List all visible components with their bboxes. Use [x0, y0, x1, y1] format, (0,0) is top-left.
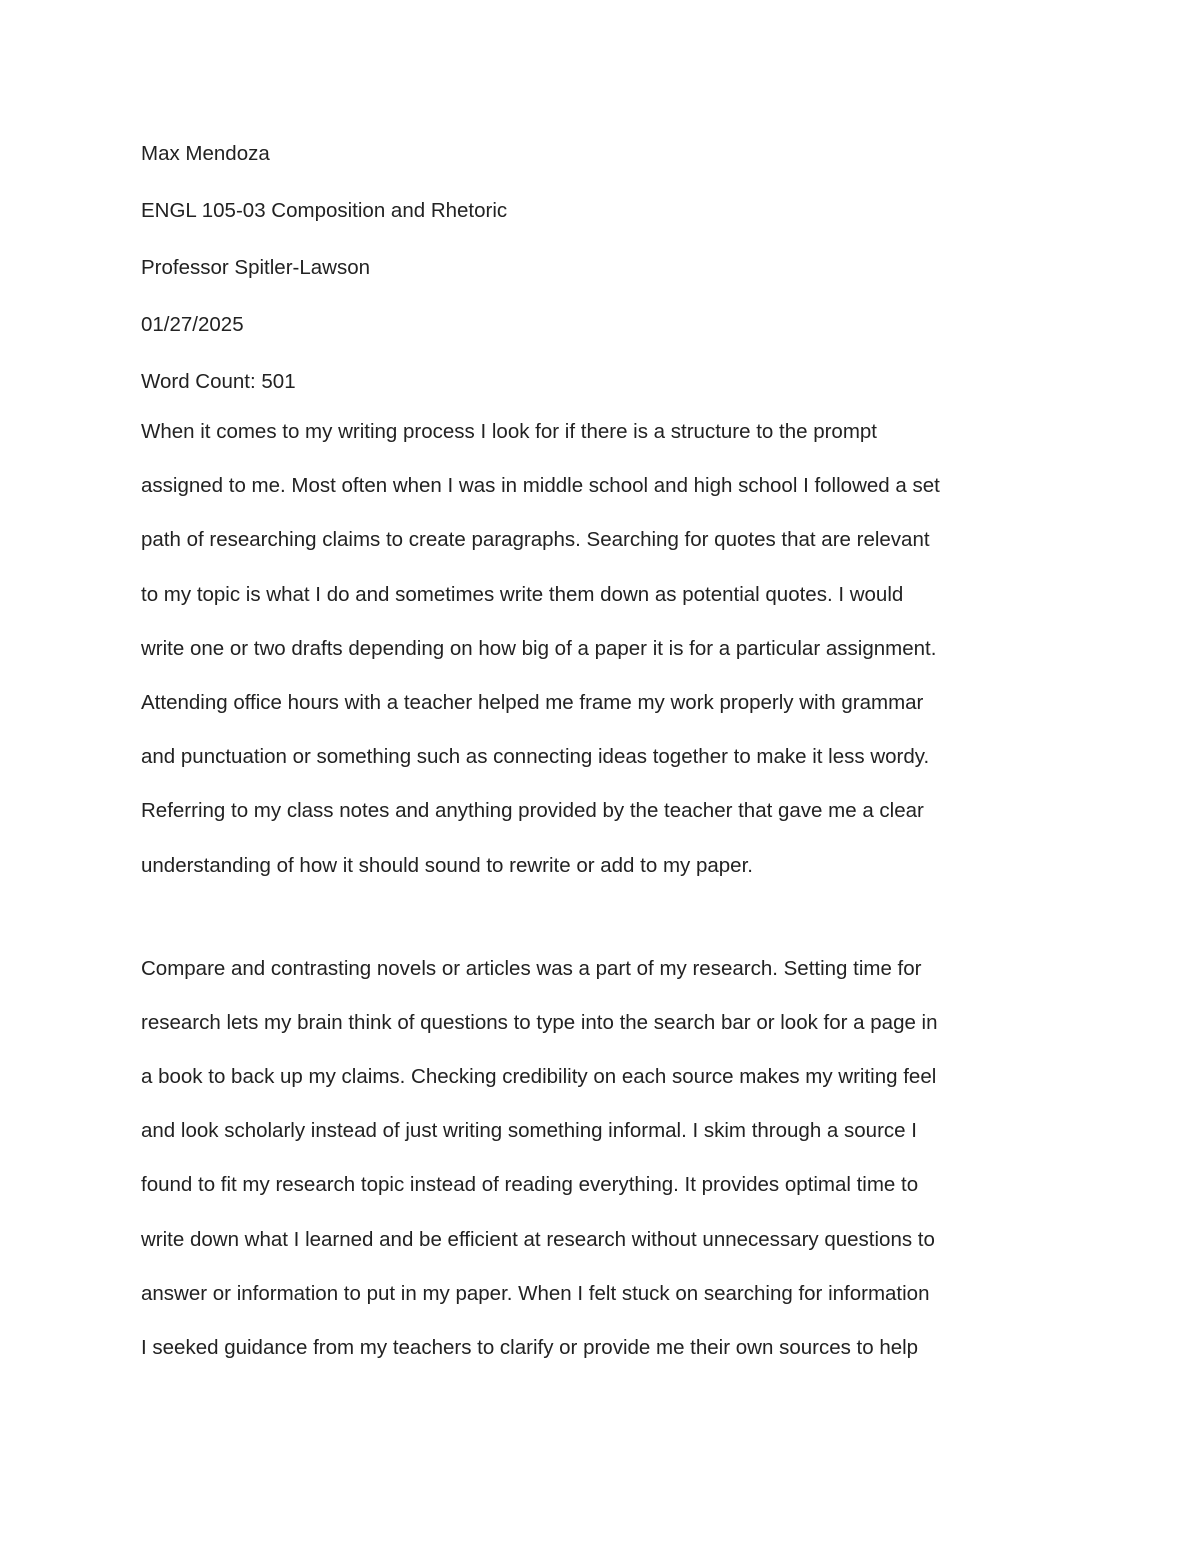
word-count: Word Count: 501 — [141, 370, 296, 393]
professor-name: Professor Spitler-Lawson — [141, 256, 371, 279]
text-line: understanding of how it should sound to rewrite or add to my paper. — [141, 853, 753, 877]
text-line: assigned to me. Most often when I was in middle school and high school I followed a set — [141, 474, 940, 498]
text-line: I seeked guidance from my teachers to clarify or provide me their own sources to help — [141, 1336, 919, 1359]
text-line: and punctuation or something such as connecting ideas together to make it less wordy. — [141, 745, 930, 769]
text-line: a book to back up my claims. Checking credibility on each source makes my writing feel — [141, 1065, 937, 1089]
paragraph-2 — [141, 942, 1061, 1376]
text-line: and look scholarly instead of just writing something informal. I skim through a source I — [141, 1119, 917, 1143]
paragraph-spacer — [141, 893, 1061, 942]
text-line: found to fit my research topic instead of reading everything. It provides optimal time to — [141, 1173, 919, 1197]
text-line: write down what I learned and be efficient at research without unnecessary questions to — [141, 1227, 935, 1251]
text-line: answer or information to put in my paper. When I felt stuck on searching for information — [141, 1281, 930, 1305]
date: 01/27/2025 — [141, 313, 244, 336]
course-title: ENGL 105-03 Composition and Rhetoric — [141, 199, 508, 222]
document-content — [141, 134, 1061, 1375]
text-line: write one or two drafts depending on how big of a paper it is for a particular assignment. — [141, 636, 937, 660]
text-line: to my topic is what I do and sometimes write them down as potential quotes. I would — [141, 582, 904, 606]
text-line: Attending office hours with a teacher helped me frame my work properly with grammar — [141, 690, 924, 714]
text-line: Compare and contrasting novels or articles was a part of my research. Setting time for — [141, 956, 922, 980]
paragraph-1 — [141, 405, 1061, 893]
text-line: Referring to my class notes and anything provided by the teacher that gave me a clear — [141, 799, 924, 823]
text-line: research lets my brain think of questions to type into the search bar or look for a page in — [141, 1010, 938, 1034]
text-line: When it comes to my writing process I look for if there is a structure to the prompt — [141, 420, 877, 443]
author-name: Max Mendoza — [141, 142, 270, 165]
text-line: path of researching claims to create paragraphs. Searching for quotes that are relevant — [141, 528, 930, 552]
